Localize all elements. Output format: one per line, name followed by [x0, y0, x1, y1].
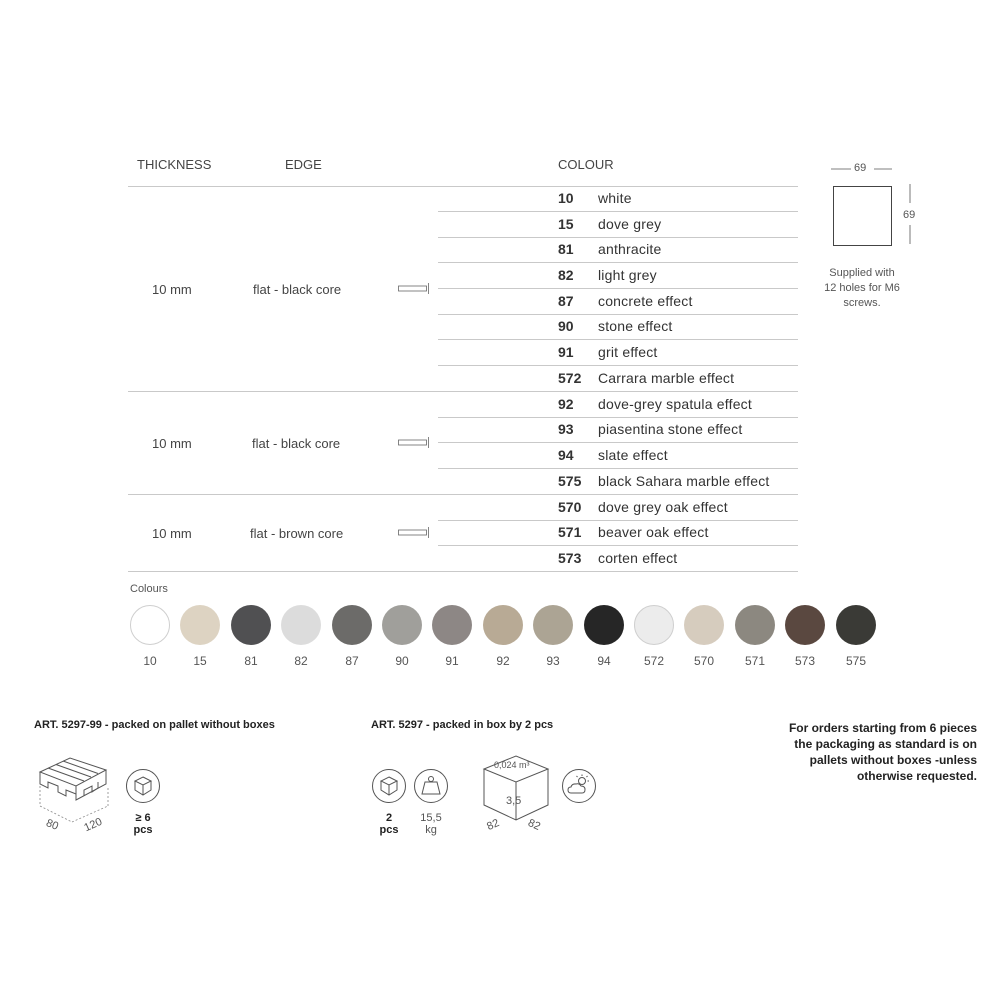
colour-code: 93 [558, 421, 574, 437]
box-qty-unit: pcs [379, 824, 399, 836]
colour-swatch-label: 15 [193, 654, 207, 668]
colour-code: 87 [558, 293, 574, 309]
colour-name: concrete effect [598, 293, 693, 309]
edge-profile-icon [398, 283, 432, 295]
colour-name: white [598, 190, 632, 206]
colour-swatch-label: 81 [244, 654, 258, 668]
box-piece-count-icon [371, 768, 407, 804]
colour-swatch [735, 605, 775, 645]
piece-count-icon [125, 768, 161, 804]
packaging-note-line: pallets without boxes -unless [809, 753, 977, 767]
colour-swatch-label: 573 [794, 654, 816, 668]
colour-swatch-label: 572 [643, 654, 665, 668]
colour-code: 571 [558, 524, 582, 540]
box-qty [371, 812, 407, 836]
colour-name: dove grey [598, 216, 662, 232]
colour-swatch-label: 571 [744, 654, 766, 668]
colour-name: dove grey oak effect [598, 499, 728, 515]
box-weight-value: 15,5 [420, 812, 442, 824]
edge-profile-icon [398, 437, 432, 449]
plate-width: 69 [854, 162, 867, 174]
edge-profile-icon [398, 527, 432, 539]
colour-swatch-label: 87 [345, 654, 359, 668]
colour-name: grit effect [598, 344, 658, 360]
colour-swatch [180, 605, 220, 645]
colour-code: 81 [558, 241, 574, 257]
packaging-note-line: the packaging as standard is on [794, 737, 977, 751]
colour-swatch-label: 92 [496, 654, 510, 668]
plate-note-line: 12 holes for M6 [824, 282, 900, 294]
colour-code: 573 [558, 550, 582, 566]
colour-name: dove-grey spatula effect [598, 396, 752, 412]
header-colour: COLOUR [558, 157, 614, 172]
colour-code: 91 [558, 344, 574, 360]
pallet-dim-1: 80 [44, 817, 61, 833]
plate-note-line: screws. [843, 297, 881, 309]
swatches-title: Colours [130, 583, 168, 595]
colour-swatch [584, 605, 624, 645]
colour-swatch [533, 605, 573, 645]
plate-note [810, 266, 914, 311]
colour-code: 82 [558, 267, 574, 283]
colour-code: 15 [558, 216, 574, 232]
colour-swatch [634, 605, 674, 645]
colour-code: 92 [558, 396, 574, 412]
box-weight [413, 812, 449, 836]
colour-swatch-label: 91 [445, 654, 459, 668]
box-dim-2: 82 [526, 817, 543, 833]
pallet-qty-unit: pcs [133, 824, 153, 836]
colour-swatch-label: 93 [546, 654, 560, 668]
colour-swatch-label: 570 [693, 654, 715, 668]
packaging-note [730, 720, 977, 784]
colour-swatch-label: 10 [143, 654, 157, 668]
box-title: ART. 5297 - packed in box by 2 pcs [371, 719, 554, 731]
plate-height: 69 [903, 209, 916, 221]
group-2-edge: flat - black core [252, 436, 341, 451]
colour-code: 10 [558, 190, 574, 206]
pallet-title: ART. 5297-99 - packed on pallet without boxes [34, 719, 275, 731]
colour-name: black Sahara marble effect [598, 473, 770, 489]
pallet-qty [125, 812, 161, 836]
table-top-rule [128, 186, 798, 187]
weight-icon [413, 768, 449, 804]
colour-name: stone effect [598, 318, 673, 334]
colour-swatch-label: 575 [845, 654, 867, 668]
colour-swatch [684, 605, 724, 645]
colour-name: beaver oak effect [598, 524, 709, 540]
colour-swatch [836, 605, 876, 645]
pallet-qty-value: ≥ 6 [135, 812, 151, 824]
colour-code: 572 [558, 370, 582, 386]
box-qty-value: 2 [385, 812, 393, 824]
colour-swatch [332, 605, 372, 645]
colour-code: 94 [558, 447, 574, 463]
group-3-edge: flat - brown core [250, 526, 344, 541]
colour-swatch-label: 94 [597, 654, 611, 668]
colour-swatch-label: 90 [395, 654, 409, 668]
packaging-note-line: otherwise requested. [856, 769, 977, 783]
colour-swatch-label: 82 [294, 654, 308, 668]
colour-name: slate effect [598, 447, 668, 463]
group-2-thickness: 10 mm [152, 436, 192, 451]
box-height: 3,5 [506, 795, 522, 807]
table-bottom-rule [128, 571, 798, 572]
packaging-note-line: For orders starting from 6 pieces [788, 721, 977, 735]
colour-code: 90 [558, 318, 574, 334]
colour-code: 570 [558, 499, 582, 515]
plate-note-line: Supplied with [829, 267, 895, 279]
colour-swatch [382, 605, 422, 645]
box-weight-unit: kg [425, 824, 437, 836]
colour-name: anthracite [598, 241, 662, 257]
group-1-thickness: 10 mm [152, 282, 192, 297]
header-edge: EDGE [285, 157, 322, 172]
colour-name: light grey [598, 267, 657, 283]
colour-name: piasentina stone effect [598, 421, 743, 437]
colour-name: Carrara marble effect [598, 370, 735, 386]
colour-swatch [483, 605, 523, 645]
weather-protection-icon [561, 768, 597, 804]
header-thickness: THICKNESS [137, 157, 212, 172]
box-volume: 0,024 m³ [494, 760, 530, 770]
colour-swatch [130, 605, 170, 645]
plate-drawing-icon [826, 158, 920, 250]
colour-swatch [785, 605, 825, 645]
colour-swatch [432, 605, 472, 645]
colour-swatch [281, 605, 321, 645]
group-3-thickness: 10 mm [152, 526, 192, 541]
colour-code: 575 [558, 473, 582, 489]
box-dim-1: 82 [485, 817, 502, 833]
colour-name: corten effect [598, 550, 678, 566]
colour-swatch [231, 605, 271, 645]
group-1-edge: flat - black core [253, 282, 342, 297]
pallet-dim-2: 120 [82, 815, 105, 835]
